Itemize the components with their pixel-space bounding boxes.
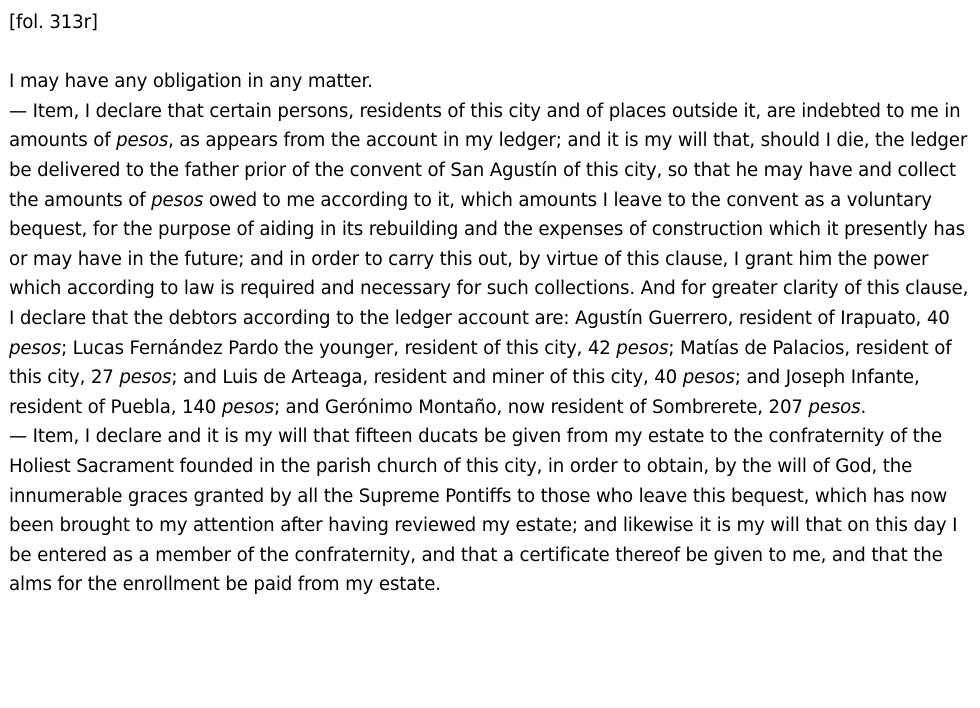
italic-term: pesos xyxy=(808,396,861,418)
italic-term: pesos xyxy=(9,337,62,359)
italic-term: pesos xyxy=(119,367,172,389)
italic-term: pesos xyxy=(682,367,735,389)
document-body xyxy=(9,67,971,600)
text-run: owed to me according to it, which amounts I leave to the convent as a voluntary bequest, for the purpose of aiding in its rebuilding and the expenses of construction which it presently has or may have in the future; and in order to carry this out, by virtue of this clause, I grant him the power which according to law is required and necessary for such collections. And for greater clarity of this clause, I declare that the debtors according to the ledger account are: Agustín Guerrero, resident of Irapuato, 40 xyxy=(9,189,969,329)
italic-term: pesos xyxy=(151,189,204,211)
text-run: ; and Joseph Infante, resident of Puebla, 140 xyxy=(9,367,920,418)
text-run: ; and Luis de Arteaga, resident and miner of this city, 40 xyxy=(171,367,683,389)
paragraph-closing-obligation xyxy=(9,67,971,97)
italic-term: pesos xyxy=(116,130,169,152)
paragraph-ledger-bequest xyxy=(9,97,971,423)
text-run: ; and Gerónimo Montaño, now resident of Sombrerete, 207 xyxy=(273,396,809,418)
blank-line xyxy=(9,38,971,68)
text-run: I may have any obligation in any matter. xyxy=(9,71,373,93)
italic-term: pesos xyxy=(221,396,274,418)
text-run: . xyxy=(860,396,867,418)
text-run: — Item, I declare that certain persons, residents of this city and of places outside it, are indebted to me in amounts of xyxy=(9,100,961,152)
text-run: ; Lucas Fernández Pardo the younger, resident of this city, 42 xyxy=(61,337,617,359)
text-run: ; Matías de Palacios, resident of this city, 27 xyxy=(9,337,952,389)
text-run: — Item, I declare and it is my will that fifteen ducats be given from my estate to the confraternity of the Holiest Sacrament founded in the parish church of this city, in order to obtain, by the will of God, the innumerable graces granted by all the Supreme Pontiffs to those who leave this bequest, which has now been brought to my attention after having reviewed my estate; and likewise it is my will that on this day I be entered as a member of the confraternity, and that a certificate thereof be given to me, and that the alms for the enrollment be paid from my estate. xyxy=(9,426,958,596)
italic-term: pesos xyxy=(616,337,669,359)
folio-marker: [fol. 313r] xyxy=(9,12,98,33)
paragraph-confraternity-bequest xyxy=(9,422,971,600)
text-run: , as appears from the account in my ledger; and it is my will that, should I die, the ledger be delivered to the father prior of the convent of San Agustín of this city, so that he may have and collect the amounts of xyxy=(9,130,968,211)
